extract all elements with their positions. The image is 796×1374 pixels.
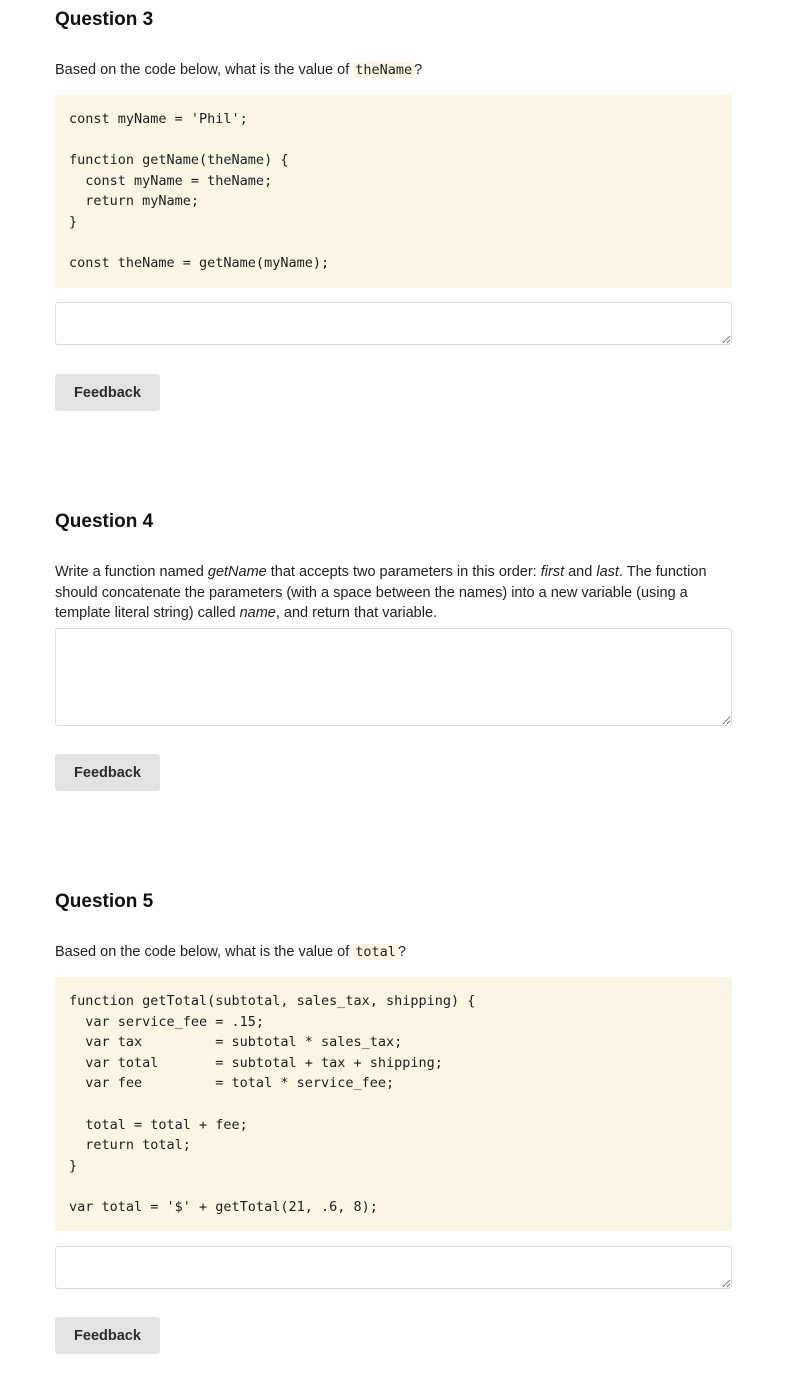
code-line: total = total + fee; xyxy=(69,1116,248,1133)
feedback-button[interactable]: Feedback xyxy=(55,754,160,791)
question-title: Question 3 xyxy=(55,9,154,30)
prompt-emphasis: first xyxy=(540,564,565,580)
prompt-text: , and return that variable. xyxy=(275,605,438,621)
prompt-emphasis: name xyxy=(239,605,276,621)
code-line: var service_fee = .15; xyxy=(69,1013,265,1030)
prompt-text: Write a function named xyxy=(55,564,208,580)
prompt-emphasis: getName xyxy=(207,564,267,580)
code-line: const myName = theName; xyxy=(69,172,273,189)
feedback-button[interactable]: Feedback xyxy=(55,374,160,411)
question-4 xyxy=(55,510,732,800)
code-line: const myName = 'Phil'; xyxy=(69,111,248,127)
question-title: Question 4 xyxy=(55,511,154,532)
prompt-text-end: ? xyxy=(414,62,423,78)
code-line: var total = '$' + getTotal(21, .6, 8); xyxy=(69,1198,378,1215)
code-line: } xyxy=(69,213,78,230)
question-3 xyxy=(55,8,732,418)
code-line: var fee = total * service_fee; xyxy=(69,1075,395,1092)
answer-textarea[interactable] xyxy=(55,1246,732,1289)
code-line: return total; xyxy=(69,1137,191,1154)
code-line: var tax = subtotal * sales_tax; xyxy=(69,1034,403,1051)
prompt-emphasis: last xyxy=(596,564,619,580)
code-line: var total = subtotal + tax + shipping; xyxy=(69,1054,443,1071)
feedback-button[interactable]: Feedback xyxy=(55,1317,160,1354)
code-line: return myName; xyxy=(69,193,200,210)
code-line: const theName = getName(myName); xyxy=(69,255,330,272)
prompt-inline-code: total xyxy=(355,944,396,960)
code-block xyxy=(55,95,732,288)
prompt-text: Based on the code below, what is the value of xyxy=(55,944,354,960)
prompt-text: that accepts two parameters in this order: xyxy=(266,564,541,580)
prompt-text: and xyxy=(564,564,597,580)
prompt-text-end: ? xyxy=(397,944,406,960)
code-line: } xyxy=(69,1157,78,1174)
question-5 xyxy=(55,890,732,1360)
code-line xyxy=(69,130,718,151)
question-title: Question 5 xyxy=(55,891,154,912)
answer-textarea[interactable] xyxy=(55,628,732,726)
code-line: function getTotal(subtotal, sales_tax, shipping) { xyxy=(69,993,476,1009)
code-line xyxy=(69,1176,718,1197)
question-prompt xyxy=(55,942,406,963)
prompt-text: . The function should concatenate the parameters (with a space between the names) into a new variable (using a template literal string) called xyxy=(55,564,707,621)
question-prompt xyxy=(55,562,732,624)
code-line xyxy=(69,233,718,254)
code-line: function getName(theName) { xyxy=(69,152,289,169)
answer-textarea[interactable] xyxy=(55,302,732,345)
prompt-text: Based on the code below, what is the value of xyxy=(55,62,354,78)
code-block xyxy=(55,977,732,1231)
code-line xyxy=(69,1094,718,1115)
question-prompt xyxy=(55,60,422,81)
prompt-inline-code: theName xyxy=(355,62,413,78)
